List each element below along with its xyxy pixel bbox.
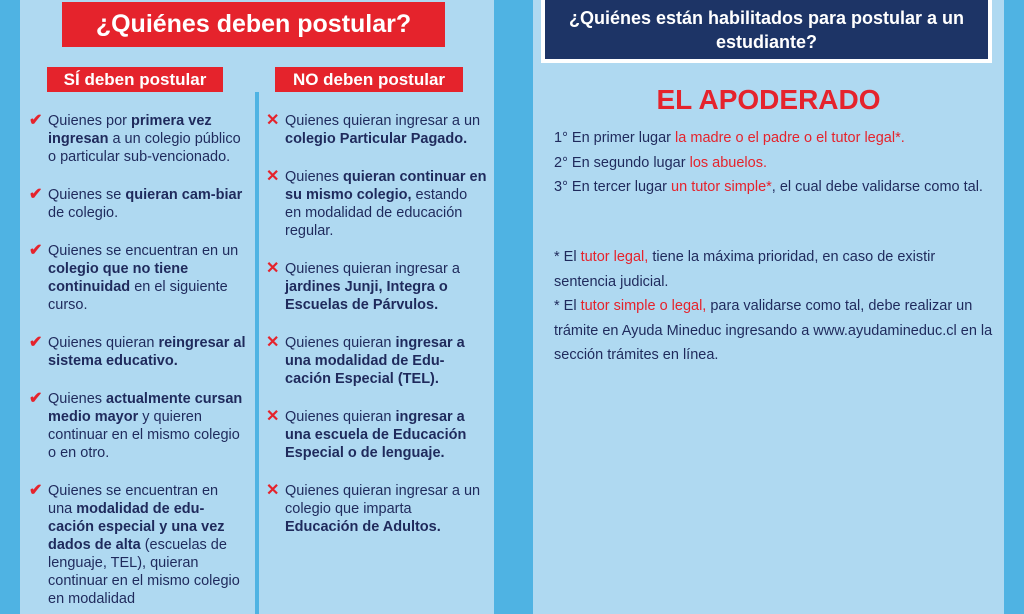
- item-text: colegio que no tiene continuidad: [48, 261, 189, 295]
- body-text: tiene la máxima prioridad, en caso de existir sentencia judicial.: [554, 249, 936, 290]
- item-text: reingresar al sistema educativo.: [48, 335, 246, 369]
- item-text: quieran cam-biar: [125, 187, 243, 203]
- item-text: Quienes por: [48, 113, 132, 129]
- body-text: * El: [554, 249, 581, 265]
- list-item: [265, 334, 487, 388]
- item-text: (escuelas de lenguaje, TEL), quieran continuar en el mismo colegio en modalidad: [48, 537, 240, 607]
- item-text: ingresar a una modalidad de Edu-cación Especial (TEL).: [285, 335, 465, 387]
- item-text: Quienes quieran ingresar a: [285, 261, 460, 277]
- page-title: ¿Quiénes deben postular?: [62, 2, 445, 47]
- item-text: en el siguiente curso.: [48, 279, 228, 313]
- check-icon: ✔: [29, 242, 43, 259]
- item-text: Quienes: [48, 391, 107, 407]
- item-text: Educación de Adultos.: [285, 519, 441, 535]
- cross-icon: ✕: [266, 168, 280, 185]
- item-text: modalidad de edu-cación especial y una vez dados de alta: [48, 501, 225, 553]
- item-text: Quienes quieran: [48, 335, 159, 351]
- item-text: y quieren continuar en el mismo colegio o en otro.: [48, 409, 240, 461]
- list-item: [265, 168, 487, 240]
- item-text: primera vez ingresan: [48, 113, 212, 147]
- item-text: quieran continuar en su mismo colegio,: [285, 169, 487, 203]
- check-icon: ✔: [29, 112, 43, 129]
- item-text: ingresar a una escuela de Educación Especial o de lenguaje.: [285, 409, 467, 461]
- item-text: Quienes quieran ingresar a un colegio que imparta: [285, 483, 481, 517]
- order-line: [554, 126, 994, 151]
- item-text: a un colegio público o particular sub-vencionado.: [48, 131, 241, 165]
- highlight-text: un tutor simple*: [671, 179, 772, 195]
- cross-icon: ✕: [266, 112, 280, 129]
- highlight-text: tutor simple o legal,: [580, 298, 707, 314]
- item-text: Quienes se encuentran en una: [48, 483, 219, 517]
- cross-icon: ✕: [266, 334, 280, 351]
- check-icon: ✔: [29, 334, 43, 351]
- body-text: 2° En segundo lugar: [554, 154, 690, 171]
- list-item: [28, 390, 246, 462]
- no-list: [265, 112, 487, 536]
- si-header: SÍ deben postular: [47, 67, 223, 92]
- column-divider: [255, 92, 259, 614]
- item-text: Quienes se: [48, 187, 126, 203]
- order-block: [554, 126, 994, 200]
- order-line: [554, 151, 994, 176]
- item-text: de colegio.: [48, 205, 119, 221]
- cross-icon: ✕: [266, 260, 280, 277]
- body-text: , el cual debe validarse como tal.: [771, 179, 983, 195]
- item-text: Quienes quieran ingresar a un: [285, 113, 481, 129]
- highlight-text: tutor legal,: [580, 249, 649, 265]
- list-item: [265, 260, 487, 314]
- notes-line: [554, 294, 994, 368]
- item-text: Quienes se encuentran en un: [48, 243, 239, 259]
- cross-icon: ✕: [266, 482, 280, 499]
- list-item: [265, 112, 487, 148]
- item-text: jardines Junji, Integra o Escuelas de Párvulos.: [285, 279, 448, 313]
- list-item: [28, 482, 246, 608]
- check-icon: ✔: [29, 390, 43, 407]
- item-text: actualmente cursan medio mayor: [48, 391, 243, 425]
- item-text: Quienes quieran: [285, 335, 396, 351]
- check-icon: ✔: [29, 482, 43, 499]
- si-list: [28, 112, 246, 608]
- list-item: [28, 242, 246, 314]
- notes-line: [554, 245, 994, 294]
- item-text: Quienes quieran: [285, 409, 396, 425]
- highlight-text: la madre o el padre o el tutor legal*.: [675, 130, 905, 146]
- question-banner: ¿Quiénes están habilitados para postular a un estudiante?: [541, 0, 992, 63]
- list-item: [28, 334, 246, 370]
- body-text: 3° En tercer lugar: [554, 179, 672, 195]
- order-line: [554, 175, 994, 200]
- item-text: Quienes: [285, 169, 344, 185]
- body-text: * El: [554, 298, 581, 314]
- item-text: estando en modalidad de educación regular.: [285, 187, 468, 239]
- list-item: [28, 112, 246, 166]
- body-text: para validarse como tal, debe realizar un trámite en Ayuda Mineduc ingresando a www.ayudamineduc.cl en la sección trámites en línea.: [554, 298, 993, 363]
- item-text: colegio Particular Pagado.: [285, 131, 468, 147]
- cross-icon: ✕: [266, 408, 280, 425]
- list-item: [265, 408, 487, 462]
- notes-block: [554, 245, 994, 368]
- no-header: NO deben postular: [275, 67, 463, 92]
- list-item: [28, 186, 246, 222]
- list-item: [265, 482, 487, 536]
- apoderado-heading: EL APODERADO: [656, 84, 881, 115]
- highlight-text: los abuelos.: [689, 154, 767, 171]
- body-text: 1° En primer lugar: [554, 130, 676, 146]
- check-icon: ✔: [29, 186, 43, 203]
